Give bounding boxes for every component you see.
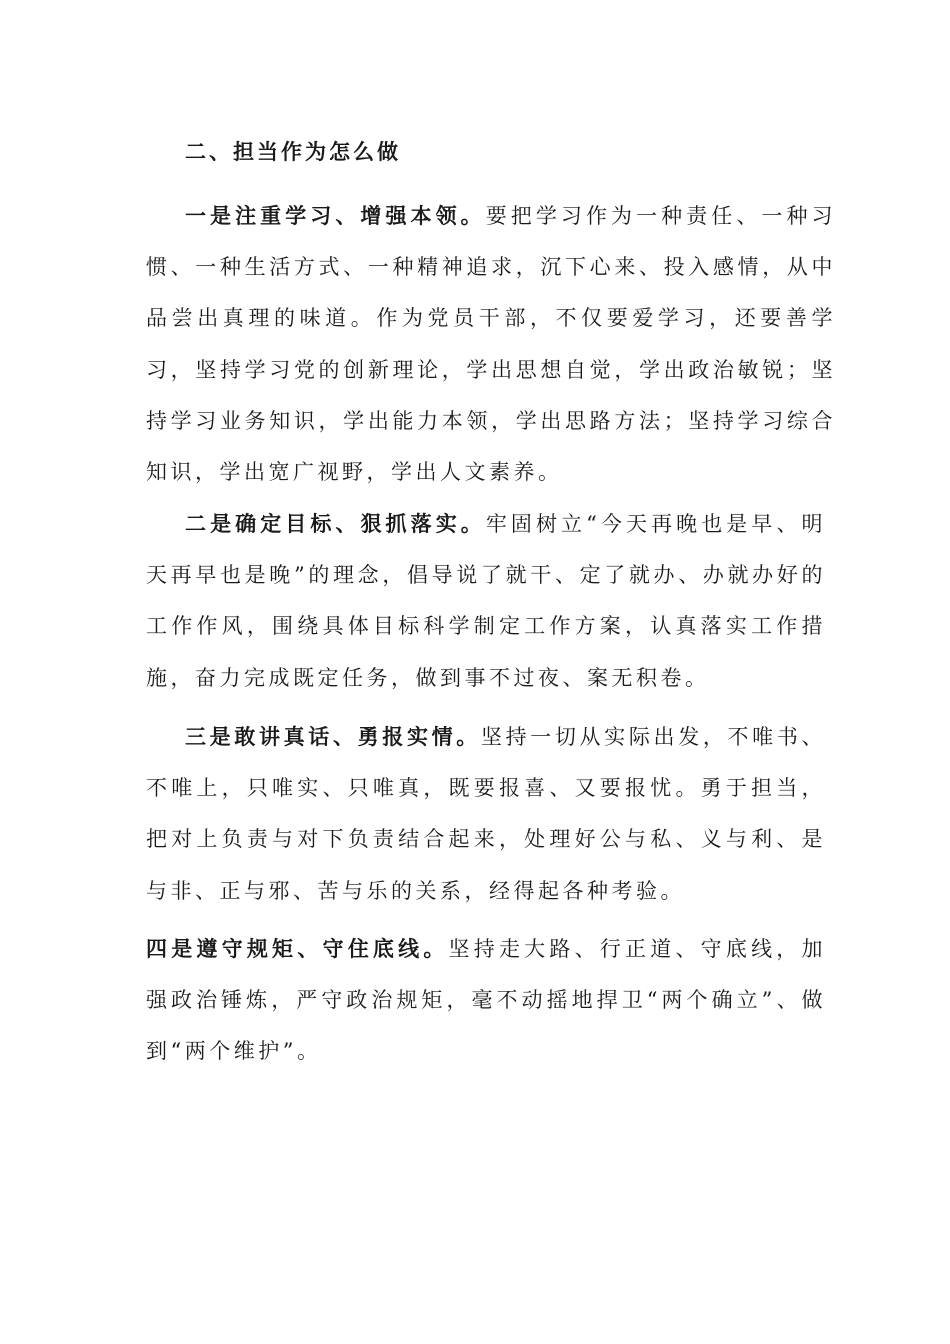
paragraph-lead: 二是确定目标、狠抓落实。 (185, 511, 486, 536)
paragraph-body: 要把学习作为一种责任、一种习惯、一种生活方式、一种精神追求，沉下心来、投入感情，从中品尝出真理的味道。作为党员干部，不仅要爱学习，还要善学习，坚持学习党的创新理论，学出思想自觉，学出政治敏锐；坚持学习业务知识，学出能力本领，学出思路方法；坚持学习综合知识，学出宽广视野，学出人文素养。 (146, 204, 837, 485)
paragraph-body: 牢固树立“今天再晚也是早、明天再早也是晚”的理念，倡导说了就干、定了就办、办就办好的工作作风，围绕具体目标科学制定工作方案，认真落实工作措施，奋力完成既定任务，做到事不过夜、案无积卷。 (146, 512, 826, 690)
section-heading: 二、担当作为怎么做 (185, 139, 401, 164)
paragraph-rules (146, 923, 826, 1078)
paragraph-goals (146, 498, 826, 704)
paragraph-study (146, 190, 836, 498)
paragraph-lead: 三是敢讲真话、勇报实情。 (185, 724, 481, 749)
paragraph-body: 坚持一切从实际出发，不唯书、不唯上，只唯实、只唯真，既要报喜、又要报忧。勇于担当，把对上负责与对下负责结合起来，处理好公与私、义与利、是与非、正与邪、苦与乐的关系，经得起各种考验。 (146, 725, 827, 903)
paragraph-truth (146, 711, 826, 917)
paragraph-lead: 一是注重学习、增强本领。 (185, 203, 486, 228)
paragraph-body: 坚持走大路、行正道、守底线，加强政治锤炼，严守政治规矩，毫不动摇地捍卫“两个确立”、做到“两个维护”。 (146, 937, 827, 1064)
paragraph-lead: 四是遵守规矩、守住底线。 (146, 936, 449, 961)
